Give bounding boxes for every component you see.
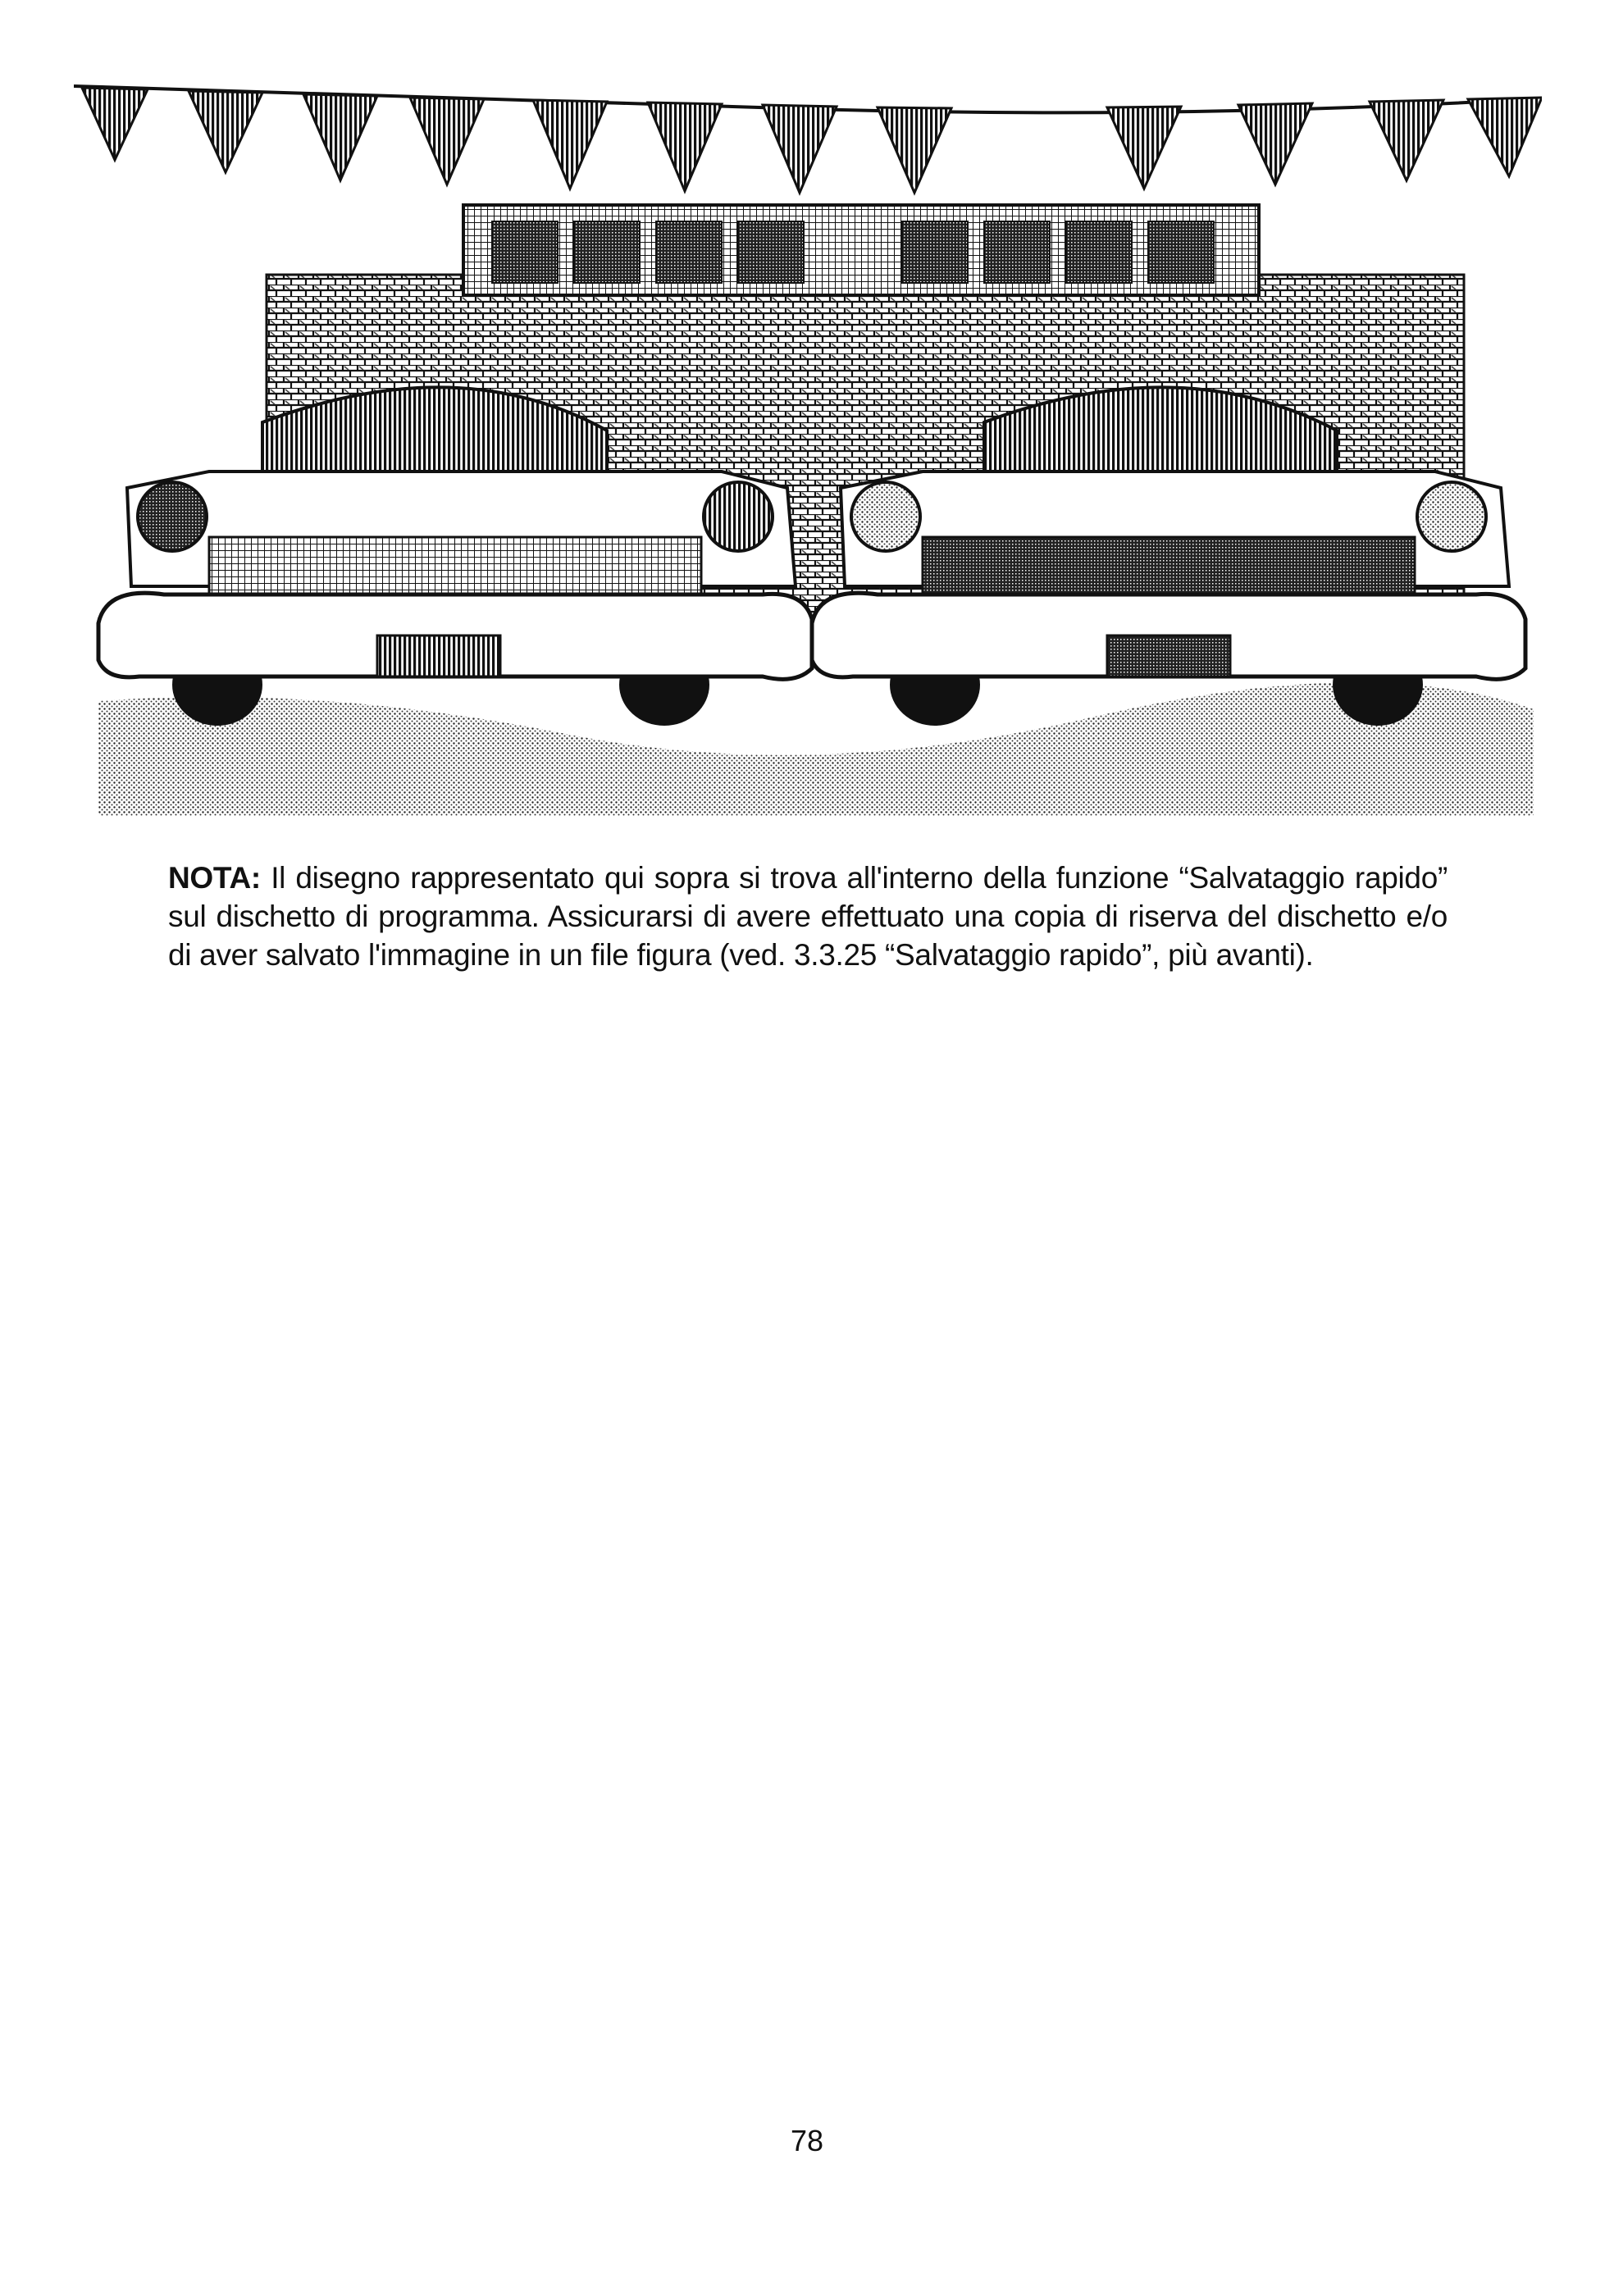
used-cars-illustration <box>74 78 1542 816</box>
note-text: Il disegno rappresentato qui sopra si trova all'interno della funzione “Salvataggio rapido” sul dischetto di programma. Assicurarsi di avere effettuato una copia di riserva del dischetto e/o di aver salvato l'immagine in un file figura (ved. 3.3.25 “Salvataggio rapido”, più avanti). <box>168 861 1448 972</box>
ground <box>98 682 1534 816</box>
page-number: 78 <box>790 2124 824 2157</box>
note-label: NOTA: <box>168 861 261 895</box>
bunting-flags <box>74 86 1542 193</box>
note-paragraph <box>168 859 1448 974</box>
